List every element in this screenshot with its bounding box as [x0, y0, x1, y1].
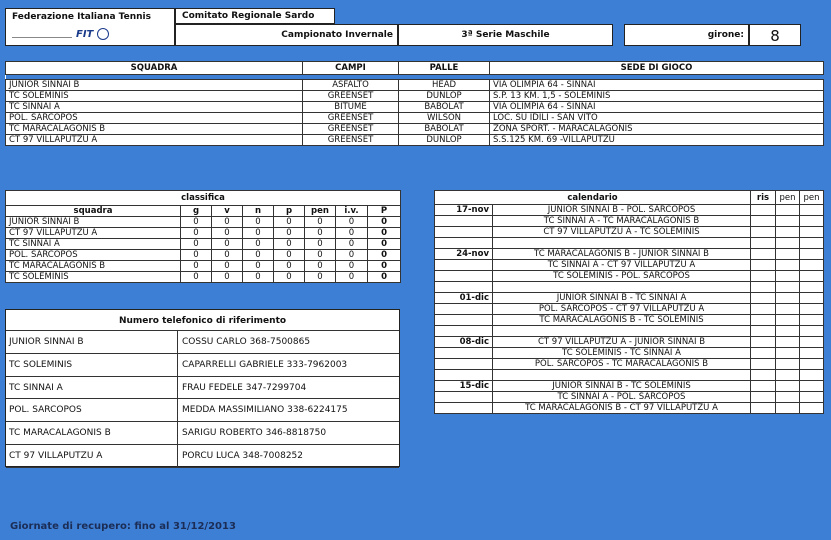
classifica-col-iv: i.v.	[336, 206, 368, 217]
classifica-p: 0	[274, 239, 305, 250]
result-ris	[751, 348, 776, 359]
classifica-squadra: TC MARACALAGONIS B	[6, 261, 181, 272]
classifica-v: 0	[212, 217, 243, 228]
team-name: TC SINNAI A	[6, 102, 303, 113]
calendario-table	[434, 190, 824, 414]
match: CT 97 VILLAPUTZU A - TC SOLEMINIS	[493, 227, 751, 238]
spacer-cell	[776, 326, 800, 337]
table-row	[6, 250, 401, 261]
result-pen-1	[776, 403, 800, 414]
classifica-title: classifica	[6, 191, 401, 206]
table-row	[435, 205, 824, 216]
classifica-iv: 0	[336, 239, 368, 250]
list-item	[6, 377, 399, 400]
teams-col-campi: CAMPI	[303, 62, 399, 75]
result-pen-1	[776, 271, 800, 282]
spacer-cell	[435, 238, 493, 249]
phone-contact: SARIGU ROBERTO 346-8818750	[182, 428, 327, 439]
result-ris	[751, 337, 776, 348]
table-row	[6, 261, 401, 272]
table-row	[435, 381, 824, 392]
classifica-g: 0	[181, 239, 212, 250]
result-ris	[751, 304, 776, 315]
phones-panel	[5, 309, 400, 467]
team-campi: GREENSET	[303, 113, 399, 124]
spacer-cell	[800, 326, 824, 337]
table-row	[435, 392, 824, 403]
round-date: 15-dic	[435, 381, 493, 392]
match: JUNIOR SINNAI B - POL. SARCOPOS	[493, 205, 751, 216]
result-pen-1	[776, 348, 800, 359]
spacer-cell	[800, 370, 824, 381]
classifica-points: 0	[368, 228, 401, 239]
phone-contact: COSSU CARLO 368-7500865	[182, 337, 311, 347]
team-sede: VIA OLIMPIA 64 - SINNAI	[490, 102, 824, 113]
result-pen-1	[776, 205, 800, 216]
classifica-v: 0	[212, 250, 243, 261]
match: TC MARACALAGONIS B - JUNIOR SINNAI B	[493, 249, 751, 260]
round-date	[435, 227, 493, 238]
spacer-cell	[751, 326, 776, 337]
team-campi: GREENSET	[303, 135, 399, 146]
spacer-cell	[776, 282, 800, 293]
table-row	[6, 239, 401, 250]
classifica-n: 0	[243, 239, 274, 250]
spacer-row	[435, 326, 824, 337]
championship-text: Campionato Invernale	[281, 30, 393, 40]
classifica-col-g: g	[181, 206, 212, 217]
spacer-cell	[751, 282, 776, 293]
phone-team: TC MARACALAGONIS B	[6, 422, 178, 444]
classifica-n: 0	[243, 272, 274, 283]
match: TC SOLEMINIS - TC SINNAI A	[493, 348, 751, 359]
table-row	[435, 315, 824, 326]
table-row	[435, 227, 824, 238]
result-pen-1	[776, 359, 800, 370]
team-palle: DUNLOP	[399, 135, 490, 146]
team-sede: LOC. SU IDILI - SAN VITO	[490, 113, 824, 124]
teams-col-squadra: SQUADRA	[6, 62, 303, 75]
table-row	[435, 337, 824, 348]
spacer-cell	[493, 370, 751, 381]
classifica-col-p: p	[274, 206, 305, 217]
match: TC SINNAI A - POL. SARCOPOS	[493, 392, 751, 403]
spacer-cell	[435, 282, 493, 293]
match: TC SINNAI A - TC MARACALAGONIS B	[493, 216, 751, 227]
result-pen-1	[776, 304, 800, 315]
round-date	[435, 403, 493, 414]
team-palle: DUNLOP	[399, 91, 490, 102]
classifica-col-squadra: squadra	[6, 206, 181, 217]
result-pen-1	[776, 227, 800, 238]
phone-contact: CAPARRELLI GABRIELE 333-7962003	[182, 359, 348, 370]
classifica-pen: 0	[305, 217, 336, 228]
result-ris	[751, 216, 776, 227]
phone-team: TC SOLEMINIS	[6, 354, 178, 376]
classifica-header	[6, 206, 401, 217]
list-item	[6, 399, 399, 422]
result-pen-2	[800, 216, 824, 227]
result-pen-2	[800, 348, 824, 359]
result-pen-2	[800, 271, 824, 282]
match: CT 97 VILLAPUTZU A - JUNIOR SINNAI B	[493, 337, 751, 348]
spacer-cell	[435, 326, 493, 337]
result-pen-2	[800, 205, 824, 216]
round-date	[435, 260, 493, 271]
team-palle: HEAD	[399, 80, 490, 91]
table-row	[6, 91, 824, 102]
result-pen-2	[800, 293, 824, 304]
classifica-pen: 0	[305, 250, 336, 261]
classifica-iv: 0	[336, 250, 368, 261]
table-row	[6, 135, 824, 146]
teams-table	[5, 61, 824, 146]
phone-team: CT 97 VILLAPUTZU A	[6, 445, 178, 467]
match: TC SINNAI A - CT 97 VILLAPUTZU A	[493, 260, 751, 271]
result-pen-2	[800, 249, 824, 260]
col-ris: ris	[751, 191, 776, 205]
round-date	[435, 315, 493, 326]
result-pen-1	[776, 392, 800, 403]
result-pen-2	[800, 260, 824, 271]
result-pen-1	[776, 381, 800, 392]
team-palle: WILSON	[399, 113, 490, 124]
list-item	[6, 354, 399, 377]
result-ris	[751, 359, 776, 370]
classifica-n: 0	[243, 217, 274, 228]
result-ris	[751, 293, 776, 304]
result-pen-2	[800, 304, 824, 315]
list-item	[6, 422, 399, 445]
classifica-p: 0	[274, 228, 305, 239]
spacer-cell	[493, 326, 751, 337]
match: JUNIOR SINNAI B - TC SOLEMINIS	[493, 381, 751, 392]
match: POL. SARCOPOS - TC MARACALAGONIS B	[493, 359, 751, 370]
table-row	[435, 359, 824, 370]
result-pen-2	[800, 315, 824, 326]
classifica-squadra: TC SINNAI A	[6, 239, 181, 250]
team-sede: S.S.125 KM. 69 -VILLAPUTZU	[490, 135, 824, 146]
spacer-row	[435, 238, 824, 249]
federation-header	[5, 8, 175, 46]
classifica-iv: 0	[336, 217, 368, 228]
phones-title: Numero telefonico di riferimento	[6, 310, 399, 331]
spacer-cell	[435, 370, 493, 381]
team-campi: GREENSET	[303, 124, 399, 135]
classifica-iv: 0	[336, 261, 368, 272]
phones-list	[6, 331, 399, 468]
result-ris	[751, 249, 776, 260]
list-item	[6, 331, 399, 354]
table-row	[6, 102, 824, 113]
phone-team: TC SINNAI A	[6, 377, 178, 399]
team-campi: ASFALTO	[303, 80, 399, 91]
match: JUNIOR SINNAI B - TC SINNAI A	[493, 293, 751, 304]
fit-logo	[12, 28, 168, 40]
spacer-cell	[493, 238, 751, 249]
round-date: 17-nov	[435, 205, 493, 216]
team-name: JUNIOR SINNAI B	[6, 80, 303, 91]
table-row	[6, 217, 401, 228]
girone-label-text: girone:	[707, 30, 744, 40]
girone-value	[749, 24, 801, 46]
team-palle: BABOLAT	[399, 124, 490, 135]
tennis-ball-icon	[97, 28, 109, 40]
result-pen-1	[776, 216, 800, 227]
championship-label	[175, 24, 398, 46]
table-row	[435, 249, 824, 260]
team-name: TC SOLEMINIS	[6, 91, 303, 102]
round-date	[435, 271, 493, 282]
table-row	[435, 293, 824, 304]
spacer-cell	[751, 238, 776, 249]
col-pen-1: pen	[776, 191, 800, 205]
result-ris	[751, 271, 776, 282]
series-text: 3ª Serie Maschile	[461, 30, 550, 40]
classifica-pen: 0	[305, 228, 336, 239]
classifica-points: 0	[368, 239, 401, 250]
classifica-p: 0	[274, 261, 305, 272]
team-palle: BABOLAT	[399, 102, 490, 113]
match: TC SOLEMINIS - POL. SARCOPOS	[493, 271, 751, 282]
classifica-col-pen: pen	[305, 206, 336, 217]
classifica-pen: 0	[305, 239, 336, 250]
classifica-squadra: JUNIOR SINNAI B	[6, 217, 181, 228]
round-date	[435, 348, 493, 359]
fit-logo-text: FIT	[76, 28, 94, 40]
table-row	[6, 80, 824, 91]
classifica-g: 0	[181, 261, 212, 272]
classifica-v: 0	[212, 272, 243, 283]
phone-team: POL. SARCOPOS	[6, 399, 178, 421]
classifica-iv: 0	[336, 272, 368, 283]
spacer-cell	[493, 282, 751, 293]
recupero-note: Giornate di recupero: fino al 31/12/2013	[10, 521, 236, 532]
round-date: 01-dic	[435, 293, 493, 304]
classifica-col-n: n	[243, 206, 274, 217]
spacer-cell	[776, 238, 800, 249]
girone-number: 8	[770, 27, 780, 45]
classifica-g: 0	[181, 228, 212, 239]
classifica-col-points: P	[368, 206, 401, 217]
list-item	[6, 445, 399, 468]
round-date	[435, 304, 493, 315]
phone-team: JUNIOR SINNAI B	[6, 331, 178, 353]
classifica-pen: 0	[305, 272, 336, 283]
result-ris	[751, 205, 776, 216]
table-row	[435, 348, 824, 359]
table-row	[435, 260, 824, 271]
phone-contact: FRAU FEDELE 347-7299704	[182, 382, 307, 393]
spacer-cell	[800, 238, 824, 249]
classifica-iv: 0	[336, 228, 368, 239]
spacer-cell	[800, 282, 824, 293]
classifica-points: 0	[368, 250, 401, 261]
classifica-v: 0	[212, 239, 243, 250]
classifica-n: 0	[243, 250, 274, 261]
table-row	[6, 272, 401, 283]
table-row	[6, 124, 824, 135]
result-ris	[751, 403, 776, 414]
team-name: POL. SARCOPOS	[6, 113, 303, 124]
spacer-cell	[776, 370, 800, 381]
classifica-points: 0	[368, 217, 401, 228]
result-pen-2	[800, 227, 824, 238]
team-sede: S.P. 13 KM. 1,5 - SOLEMINIS	[490, 91, 824, 102]
result-ris	[751, 260, 776, 271]
result-pen-2	[800, 403, 824, 414]
spacer-row	[435, 282, 824, 293]
result-pen-1	[776, 337, 800, 348]
series-label	[398, 24, 613, 46]
match: POL. SARCOPOS - CT 97 VILLAPUTZU A	[493, 304, 751, 315]
table-row	[435, 216, 824, 227]
table-row	[6, 113, 824, 124]
teams-col-sede: SEDE DI GIOCO	[490, 62, 824, 75]
result-pen-1	[776, 249, 800, 260]
result-pen-2	[800, 381, 824, 392]
result-ris	[751, 315, 776, 326]
team-sede: VIA OLIMPIA 64 - SINNAI	[490, 80, 824, 91]
result-pen-2	[800, 392, 824, 403]
result-ris	[751, 381, 776, 392]
round-date	[435, 359, 493, 370]
round-date	[435, 216, 493, 227]
result-pen-1	[776, 293, 800, 304]
col-pen-2: pen	[800, 191, 824, 205]
table-row	[435, 403, 824, 414]
phone-contact: MEDDA MASSIMILIANO 338-6224175	[182, 405, 348, 416]
teams-table-header	[6, 62, 824, 75]
committee-title: Comitato Regionale Sardo	[182, 11, 315, 21]
classifica-p: 0	[274, 217, 305, 228]
table-row	[435, 271, 824, 282]
classifica-points: 0	[368, 272, 401, 283]
result-pen-2	[800, 337, 824, 348]
result-ris	[751, 227, 776, 238]
result-ris	[751, 392, 776, 403]
team-campi: BITUME	[303, 102, 399, 113]
match: TC MARACALAGONIS B - TC SOLEMINIS	[493, 315, 751, 326]
federation-title: Federazione Italiana Tennis	[12, 12, 151, 22]
classifica-g: 0	[181, 250, 212, 261]
result-pen-2	[800, 359, 824, 370]
spacer-cell	[751, 370, 776, 381]
classifica-table	[5, 190, 401, 283]
round-date: 08-dic	[435, 337, 493, 348]
classifica-v: 0	[212, 261, 243, 272]
classifica-g: 0	[181, 217, 212, 228]
team-sede: ZONA SPORT. - MARACALAGONIS	[490, 124, 824, 135]
committee-tab	[175, 8, 335, 24]
phone-contact: PORCU LUCA 348-7008252	[182, 450, 304, 461]
classifica-g: 0	[181, 272, 212, 283]
table-row	[6, 228, 401, 239]
result-pen-1	[776, 260, 800, 271]
girone-label	[624, 24, 749, 46]
team-name: CT 97 VILLAPUTZU A	[6, 135, 303, 146]
teams-col-palle: PALLE	[399, 62, 490, 75]
team-campi: GREENSET	[303, 91, 399, 102]
spacer-row	[435, 370, 824, 381]
round-date: 24-nov	[435, 249, 493, 260]
classifica-n: 0	[243, 261, 274, 272]
round-date	[435, 392, 493, 403]
classifica-n: 0	[243, 228, 274, 239]
result-pen-1	[776, 315, 800, 326]
classifica-pen: 0	[305, 261, 336, 272]
classifica-points: 0	[368, 261, 401, 272]
table-row	[435, 304, 824, 315]
classifica-p: 0	[274, 250, 305, 261]
match: TC MARACALAGONIS B - CT 97 VILLAPUTZU A	[493, 403, 751, 414]
classifica-squadra: CT 97 VILLAPUTZU A	[6, 228, 181, 239]
classifica-p: 0	[274, 272, 305, 283]
classifica-col-v: v	[212, 206, 243, 217]
team-name: TC MARACALAGONIS B	[6, 124, 303, 135]
classifica-v: 0	[212, 228, 243, 239]
classifica-squadra: TC SOLEMINIS	[6, 272, 181, 283]
calendario-title: calendario	[435, 191, 751, 205]
classifica-squadra: POL. SARCOPOS	[6, 250, 181, 261]
